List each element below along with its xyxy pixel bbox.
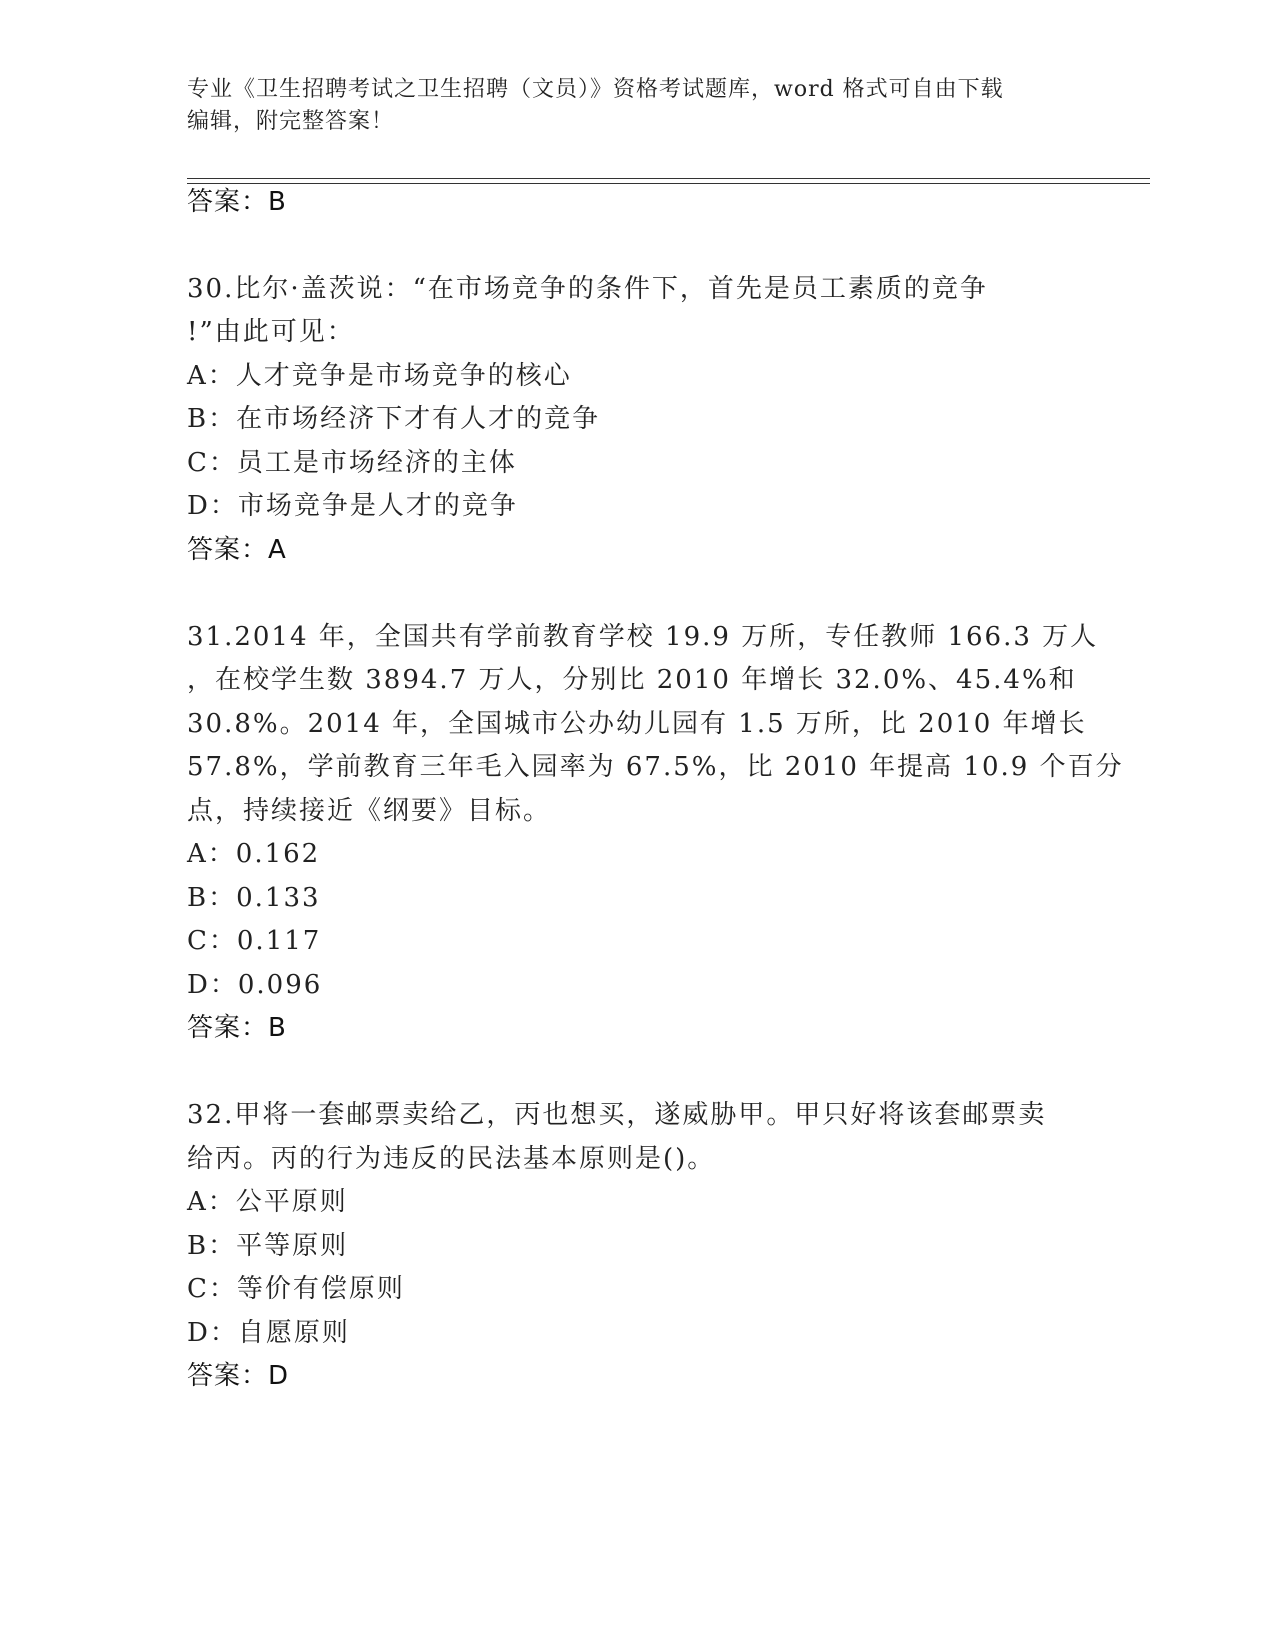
header-line-2: 编辑，附完整答案！ — [187, 109, 395, 134]
q32-answer: 答案：D — [187, 1361, 290, 1391]
header-divider-top — [187, 178, 1150, 179]
q31-option-b: B：0.133 — [187, 883, 321, 913]
q31-option-c: C：0.117 — [187, 926, 322, 956]
q32-stem-line-2: 给丙。丙的行为违反的民法基本原则是()。 — [187, 1144, 716, 1174]
q32-option-a: A：公平原则 — [187, 1187, 348, 1217]
q30-option-c: C：员工是市场经济的主体 — [187, 448, 517, 478]
q31-answer: 答案：B — [187, 1013, 287, 1043]
q32-option-c: C：等价有偿原则 — [187, 1274, 405, 1304]
q32-option-b: B：平等原则 — [187, 1231, 349, 1261]
header-divider-bottom — [187, 183, 1150, 184]
q30-option-b: B：在市场经济下才有人才的竞争 — [187, 404, 601, 434]
header-line-1: 专业《卫生招聘考试之卫生招聘（文员）》资格考试题库，word 格式可自由下载 — [187, 77, 1004, 102]
q30-answer: 答案：A — [187, 535, 287, 565]
q31-stem-line-4: 57.8%，学前教育三年毛入园率为 67.5%，比 2010 年提高 10.9 个百分 — [187, 752, 1124, 782]
q30-stem-line-1: 30.比尔·盖茨说：“在市场竞争的条件下，首先是员工素质的竞争 — [187, 274, 988, 304]
answer-previous: 答案：B — [187, 187, 287, 217]
q31-stem-line-2: ，在校学生数 3894.7 万人，分别比 2010 年增长 32.0%、45.4%和 — [187, 665, 1077, 695]
q30-option-a: A：人才竞争是市场竞争的核心 — [187, 361, 572, 391]
q32-stem-line-1: 32.甲将一套邮票卖给乙，丙也想买，遂威胁甲。甲只好将该套邮票卖 — [187, 1100, 1047, 1130]
q31-stem-line-3: 30.8%。2014 年，全国城市公办幼儿园有 1.5 万所，比 2010 年增长 — [187, 709, 1087, 739]
q31-stem-line-5: 点，持续接近《纲要》目标。 — [187, 796, 552, 826]
q31-option-a: A：0.162 — [187, 839, 321, 869]
document-header — [187, 74, 1067, 138]
q30-stem-line-2: !”由此可见： — [187, 317, 355, 347]
q31-option-d: D：0.096 — [187, 970, 323, 1000]
q31-stem-line-1: 31.2014 年，全国共有学前教育学校 19.9 万所，专任教师 166.3 万人 — [187, 622, 1099, 652]
q30-option-d: D：市场竞争是人才的竞争 — [187, 491, 518, 521]
q32-option-d: D：自愿原则 — [187, 1318, 350, 1348]
